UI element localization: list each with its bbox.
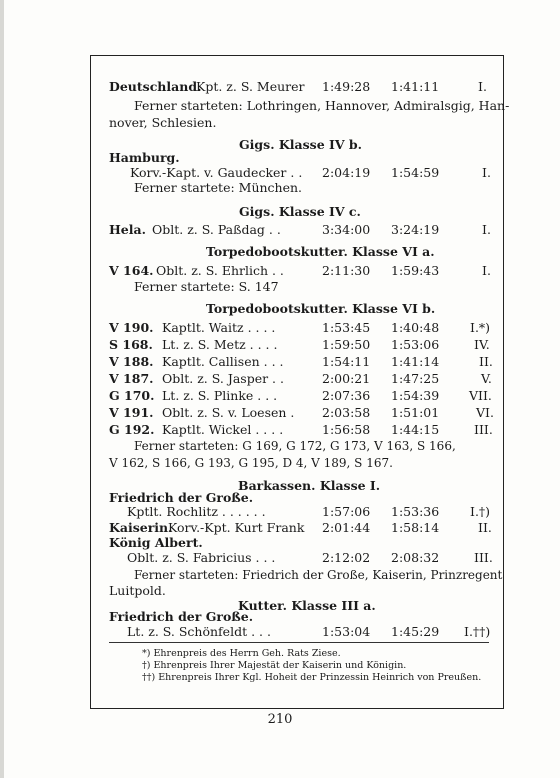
- entry-corrected-time: 1:59:43: [391, 263, 440, 278]
- entry-time: 2:01:44: [322, 520, 371, 535]
- entry-corrected-time: 1:53:06: [391, 337, 440, 352]
- entry-name: G 170.: [109, 388, 155, 403]
- entry-skipper: Korv.-Kapt. v. Gaudecker . .: [130, 165, 303, 180]
- entry-corrected-time: 1:47:25: [391, 371, 440, 386]
- entry-place: IV.: [474, 337, 490, 352]
- entry-place: I.††): [464, 624, 491, 639]
- entry-skipper: Oblt. z. S. Paßdag . .: [152, 222, 281, 237]
- entry-time: 2:11:30: [322, 263, 371, 278]
- footnote-rule: [109, 642, 489, 643]
- entry-skipper: Lt. z. S. Schönfeldt . . .: [127, 624, 271, 639]
- entry-skipper: Kptlt. Rochlitz . . . . . .: [127, 504, 266, 519]
- class-heading: Torpedobootskutter. Klasse VI b.: [206, 301, 436, 316]
- footnote: †) Ehrenpreis Ihrer Majestät der Kaiserin und Königin.: [142, 660, 407, 671]
- entry-skipper: Oblt. z. S. Jasper . .: [162, 371, 284, 386]
- entry-time: 1:56:58: [322, 422, 371, 437]
- entry-time: 2:04:19: [322, 165, 371, 180]
- entry-time: 3:34:00: [322, 222, 371, 237]
- entry-time: 2:07:36: [322, 388, 371, 403]
- entry-place: III.: [474, 422, 493, 437]
- entry-corrected-time: 1:58:14: [391, 520, 440, 535]
- entry-corrected-time: 2:08:32: [391, 550, 440, 565]
- entry-time: 2:03:58: [322, 405, 371, 420]
- entry-time: 1:59:50: [322, 337, 371, 352]
- footnote: ††) Ehrenpreis Ihrer Kgl. Hoheit der Prinzessin Heinrich von Preußen.: [142, 672, 482, 683]
- entry-skipper: Kaptlt. Callisen . . .: [162, 354, 284, 369]
- entry-place: I.†): [470, 504, 491, 519]
- entry-time: 2:12:02: [322, 550, 371, 565]
- entry-name: Friedrich der Große.: [109, 490, 254, 505]
- starter-note: Ferner starteten: G 169, G 172, G 173, V 163, S 166,: [134, 439, 456, 453]
- entry-name: Kaiserin.: [109, 520, 173, 535]
- entry-skipper: Oblt. z. S. v. Loesen .: [162, 405, 295, 420]
- entry-corrected-time: 1:44:15: [391, 422, 440, 437]
- entry-name: V 191.: [109, 405, 154, 420]
- entry-skipper: Lt. z. S. Plinke . . .: [162, 388, 278, 403]
- entry-place: I.: [478, 79, 487, 94]
- entry-corrected-time: 1:40:48: [391, 320, 440, 335]
- entry-corrected-time: 1:54:39: [391, 388, 440, 403]
- entry-name: Friedrich der Große.: [109, 609, 254, 624]
- entry-time: 1:53:04: [322, 624, 371, 639]
- starter-note: Ferner starteten: Friedrich der Große, Kaiserin, Prinzregent: [134, 568, 503, 582]
- entry-time: 1:49:28: [322, 79, 371, 94]
- entry-name: G 192.: [109, 422, 155, 437]
- starter-note: V 162, S 166, G 193, G 195, D 4, V 189, S 167.: [109, 456, 393, 470]
- class-heading: Gigs. Klasse IV b.: [239, 137, 362, 152]
- entry-time: 1:57:06: [322, 504, 371, 519]
- class-heading: Gigs. Klasse IV c.: [239, 204, 361, 219]
- entry-place: I.*): [470, 320, 491, 335]
- starter-note: nover, Schlesien.: [109, 115, 217, 130]
- entry-skipper: Oblt. z. S. Ehrlich . .: [156, 263, 284, 278]
- entry-time: 1:54:11: [322, 354, 371, 369]
- entry-name: V 190.: [109, 320, 154, 335]
- entry-corrected-time: 1:54:59: [391, 165, 440, 180]
- class-heading: Torpedobootskutter. Klasse VI a.: [206, 244, 435, 259]
- entry-name: V 188.: [109, 354, 154, 369]
- entry-place: VII.: [469, 388, 492, 403]
- entry-skipper: Kaptlt. Wickel . . . .: [162, 422, 284, 437]
- entry-name: Deutschland.: [109, 79, 202, 94]
- entry-place: I.: [482, 222, 491, 237]
- entry-name: König Albert.: [109, 535, 203, 550]
- entry-name: Hela.: [109, 222, 146, 237]
- class-heading: Kutter. Klasse III a.: [238, 598, 376, 613]
- entry-corrected-time: 1:45:29: [391, 624, 440, 639]
- entry-place: V.: [481, 371, 492, 386]
- entry-skipper: Oblt. z. S. Fabricius . . .: [127, 550, 276, 565]
- page-number: 210: [267, 712, 293, 727]
- entry-time: 2:00:21: [322, 371, 371, 386]
- entry-name: V 187.: [109, 371, 154, 386]
- entry-skipper: Lt. z. S. Metz . . . .: [162, 337, 278, 352]
- entry-place: III.: [474, 550, 493, 565]
- starter-note: Ferner startete: München.: [134, 180, 303, 195]
- class-heading: Barkassen. Klasse I.: [238, 478, 381, 493]
- starter-note: Ferner startete: S. 147: [134, 279, 279, 294]
- entry-corrected-time: 3:24:19: [391, 222, 440, 237]
- entry-skipper: Kpt. z. S. Meurer: [196, 79, 305, 94]
- entry-place: II.: [479, 354, 493, 369]
- entry-corrected-time: 1:41:14: [391, 354, 440, 369]
- entry-skipper: Kaptlt. Waitz . . . .: [162, 320, 276, 335]
- entry-time: 1:53:45: [322, 320, 371, 335]
- entry-place: I.: [482, 263, 491, 278]
- starter-note: Luitpold.: [109, 583, 166, 598]
- entry-place: I.: [482, 165, 491, 180]
- entry-name: Hamburg.: [109, 150, 180, 165]
- entry-corrected-time: 1:51:01: [391, 405, 440, 420]
- starter-note: Ferner starteten: Lothringen, Hannover, Admiralsgig, Han-: [134, 98, 510, 113]
- footnote: *) Ehrenpreis des Herrn Geh. Rats Ziese.: [142, 648, 341, 659]
- entry-place: VI.: [476, 405, 494, 420]
- entry-name: S 168.: [109, 337, 153, 352]
- entry-corrected-time: 1:41:11: [391, 79, 440, 94]
- entry-corrected-time: 1:53:36: [391, 504, 440, 519]
- entry-name: V 164.: [109, 263, 154, 278]
- entry-skipper: Korv.-Kpt. Kurt Frank: [168, 520, 305, 535]
- entry-place: II.: [478, 520, 492, 535]
